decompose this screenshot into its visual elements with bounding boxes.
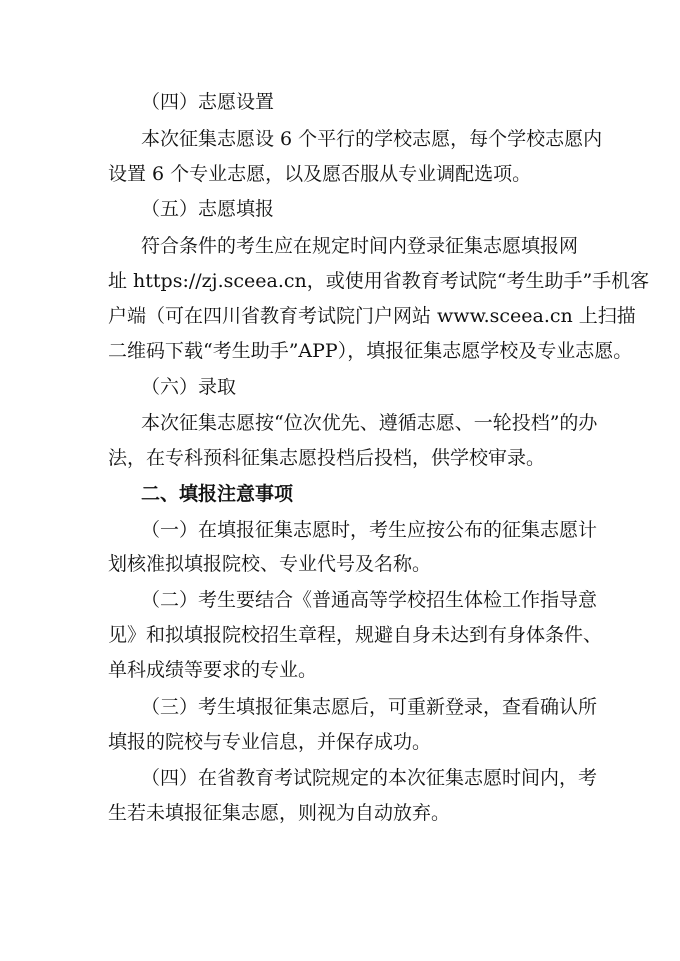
section-heading-5: （五）志愿填报 <box>141 198 275 220</box>
paragraph-line: 址 https://zj.sceea.cn，或使用省教育考试院“考生助手”手机客 <box>108 270 650 292</box>
note-line: （二）考生要结合《普通高等学校招生体检工作指导意 <box>141 589 598 611</box>
paragraph-line: 二维码下载“考生助手”APP），填报征集志愿学校及专业志愿。 <box>108 340 633 362</box>
note-line: 填报的院校与专业信息，并保存成功。 <box>108 731 432 753</box>
paragraph-line: 设置 6 个专业志愿，以及愿否服从专业调配选项。 <box>108 163 532 185</box>
note-line: （一）在填报征集志愿时，考生应按公布的征集志愿计 <box>141 519 598 541</box>
paragraph-line: 本次征集志愿按“位次优先、遵循志愿、一轮投档”的办 <box>141 412 598 434</box>
note-line: 见》和拟填报院校招生章程，规避自身未达到有身体条件、 <box>108 624 603 646</box>
note-line: （四）在省教育考试院规定的本次征集志愿时间内，考 <box>141 767 598 789</box>
paragraph-line: 法，在专科预科征集志愿投档后投档，供学校审录。 <box>108 447 546 469</box>
notes-heading: 二、填报注意事项 <box>141 483 294 505</box>
note-line: 单科成绩等要求的专业。 <box>108 659 318 681</box>
section-heading-6: （六）录取 <box>141 376 237 398</box>
note-line: 生若未填报征集志愿，则视为自动放弃。 <box>108 802 451 824</box>
paragraph-line: 本次征集志愿设 6 个平行的学校志愿，每个学校志愿内 <box>141 128 603 150</box>
note-line: （三）考生填报征集志愿后，可重新登录，查看确认所 <box>141 696 598 718</box>
paragraph-line: 符合条件的考生应在规定时间内登录征集志愿填报网 <box>141 235 579 257</box>
section-heading-4: （四）志愿设置 <box>141 91 275 113</box>
paragraph-line: 户端（可在四川省教育考试院门户网站 www.sceea.cn 上扫描 <box>108 305 636 327</box>
note-line: 划核准拟填报院校、专业代号及名称。 <box>108 553 432 575</box>
